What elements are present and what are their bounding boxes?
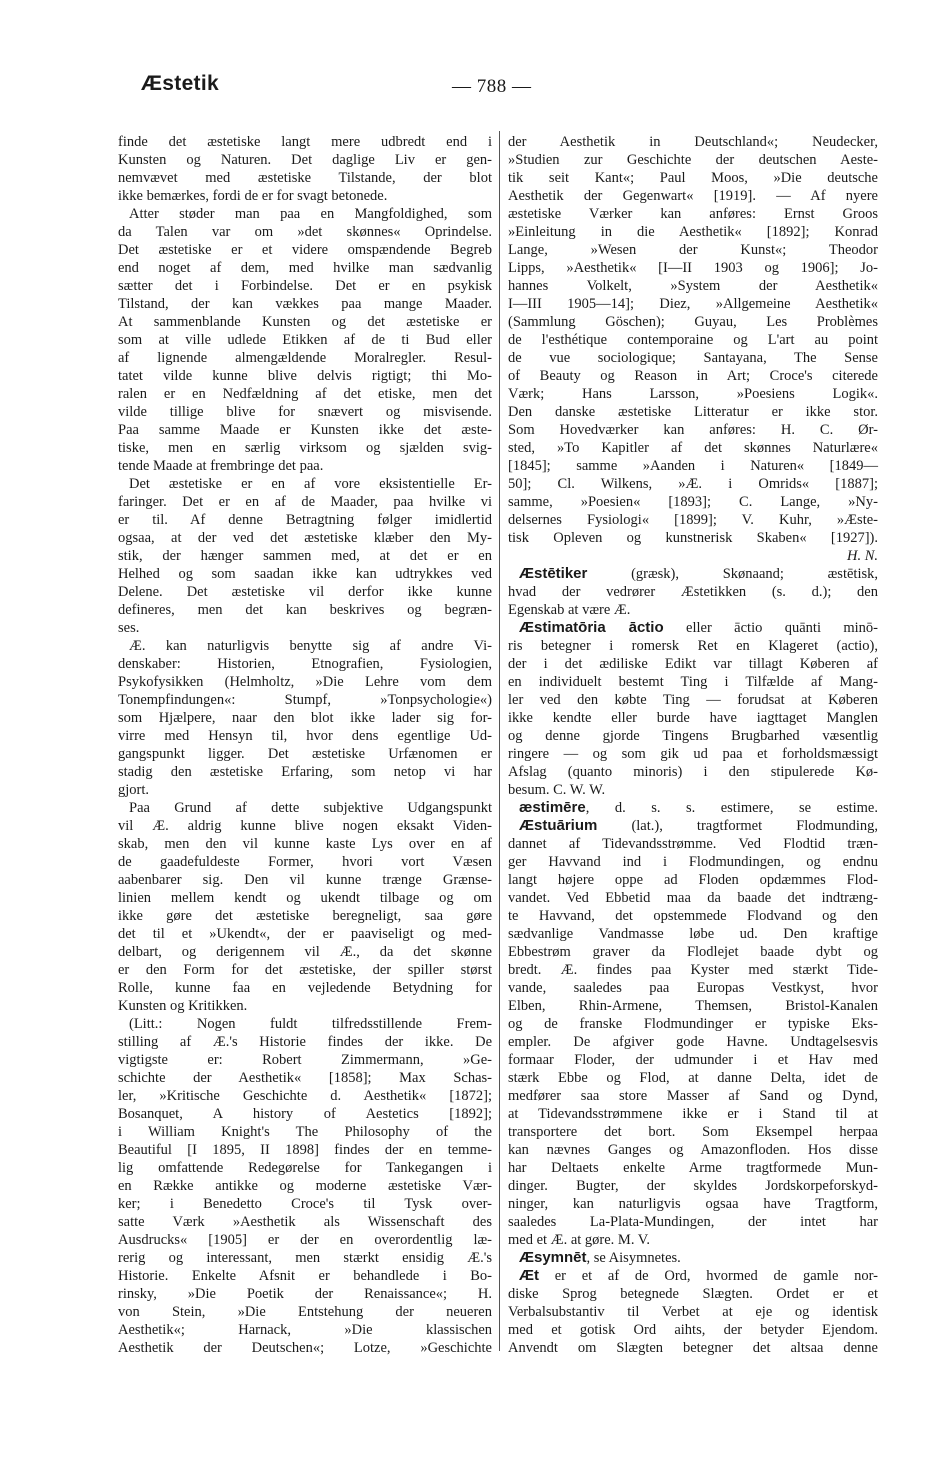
text-line	[118, 835, 492, 853]
line-text: Aesthetik der Gegenwart« [1919]. — Af nyere	[508, 188, 878, 204]
text-line	[508, 799, 878, 817]
text-line	[118, 1339, 492, 1357]
text-line	[508, 835, 878, 853]
text-line	[508, 331, 878, 349]
line-text: At sammenblande Kunsten og det æstetiske er	[118, 314, 492, 330]
text-line	[508, 1033, 878, 1051]
text-line	[118, 331, 492, 349]
text-line	[508, 1069, 878, 1087]
text-line	[508, 925, 878, 943]
text-line	[508, 781, 878, 799]
text-line	[118, 1321, 492, 1339]
line-text: hvad der vedrører Æstetikken (s. d.); den	[508, 584, 878, 600]
line-text: Det æstetiske er et videre omspændende Begreb	[118, 242, 492, 258]
running-head-title: Æstetik	[141, 72, 219, 95]
line-text: H. N.	[846, 548, 878, 564]
line-text: end noget af dem, med hvilke man sædvanlig	[118, 260, 492, 276]
line-text: med et gotisk Ord aihts, der betyder Ejendom.	[508, 1322, 878, 1338]
line-text: aabenbarer sig. Den vil kunne trænge Grænse-	[118, 872, 492, 888]
line-text: Æ. kan naturligvis benytte sig af andre Vi-	[129, 638, 492, 654]
text-line	[118, 709, 492, 727]
entry-headword: Æstuārium	[519, 817, 598, 834]
line-text: diske Sprog betegnede Slægten. Ordet er et	[508, 1286, 878, 1302]
text-line	[508, 1051, 878, 1069]
text-line	[118, 817, 492, 835]
line-text: i William Knight's The Philosophy of the	[118, 1124, 492, 1140]
line-text: ger Havvand ind i Flodmundingen, og endnu	[508, 854, 878, 870]
line-text: vandet. Ved Ebbetid maa da baade det indtræng-	[508, 890, 878, 906]
line-text: (Litt.: Nogen fuldt tilfredsstillende Frem-	[129, 1016, 492, 1032]
line-text: tiske, men en særlig virksom og sjælden svig-	[118, 440, 492, 456]
text-line	[118, 187, 492, 205]
line-text: tisk Opleven og kunstnerisk Skaben« [1927]).	[508, 530, 878, 546]
line-text: bredt. Æ. findes paa Kyster med stærkt Tide-	[508, 962, 878, 978]
line-text: Atter støder man paa en Mangfoldighed, som	[129, 206, 492, 222]
text-line	[118, 529, 492, 547]
line-text: ler, »Kritische Geschichte d. Aesthetik« [1872];	[118, 1088, 492, 1104]
line-text: von Stein, »Die Entstehung der neueren	[118, 1304, 492, 1320]
line-text: gjort.	[118, 782, 150, 798]
text-line	[118, 673, 492, 691]
text-line	[508, 1141, 878, 1159]
text-line	[508, 907, 878, 925]
line-text: ogsaa, at der ved det æstetiske klæber den My-	[118, 530, 492, 546]
line-text: vigtigste er: Robert Zimmermann, »Ge-	[118, 1052, 492, 1068]
line-text: og de franske Flodmundinger er typiske Eks-	[508, 1016, 878, 1032]
line-text: te Havvand, det opstemmede Flodvand og den	[508, 908, 878, 924]
text-line	[118, 241, 492, 259]
text-line	[508, 997, 878, 1015]
text-line	[508, 1105, 878, 1123]
text-line	[118, 133, 492, 151]
line-text: er et af de Ord, hvormed de gamle nor-	[539, 1268, 878, 1284]
text-line	[118, 745, 492, 763]
line-text: transportere det bort. Som Eksempel herpaa	[508, 1124, 878, 1140]
line-text: Den danske æstetiske Litteratur er ikke stor.	[508, 404, 878, 420]
text-line	[508, 313, 878, 331]
text-line	[118, 637, 492, 655]
text-line	[508, 439, 878, 457]
text-line	[118, 1051, 492, 1069]
text-line	[118, 277, 492, 295]
line-text: Ebbestrøm graver da Flodlejet baade dybt og	[508, 944, 878, 960]
line-text: dinger. Bugter, der skyldes Jordskorpeforskyd-	[508, 1178, 878, 1194]
line-text: delsernes Fysiologi« [1899]; V. Kuhr, »Æste-	[508, 512, 878, 528]
text-line	[508, 637, 878, 655]
line-text: nemvævet med æstetiske Tilstande, der blot	[118, 170, 492, 186]
line-text: Tonempfindungen«: Stumpf, »Tonpsychologie«)	[118, 692, 492, 708]
text-line	[118, 385, 492, 403]
line-text: Kunsten og Kritikken.	[118, 998, 248, 1014]
line-text: da Talen var om »det skønnes« Oprindelse.	[118, 224, 492, 240]
text-line	[118, 997, 492, 1015]
text-line	[118, 205, 492, 223]
line-text: (Sammlung Göschen); Guyau, Les Problèmes	[508, 314, 878, 330]
line-text: besum. C. W. W.	[508, 782, 606, 798]
text-line	[118, 1087, 492, 1105]
text-line	[508, 943, 878, 961]
text-line	[508, 493, 878, 511]
text-line	[118, 925, 492, 943]
line-text: Afslag (quanto minoris) i den stipulerede Kø-	[508, 764, 878, 780]
line-text: denskaber: Historien, Etnografien, Fysiologien,	[118, 656, 492, 672]
line-text: ringere — og som gik ud paa et forholdsmæssigt	[508, 746, 878, 762]
page-number: — 788 —	[452, 76, 532, 97]
line-text: sætter det i Forbindelse. Det er en psykisk	[118, 278, 492, 294]
text-line	[508, 709, 878, 727]
text-line	[118, 259, 492, 277]
text-line	[508, 655, 878, 673]
text-line	[118, 619, 492, 637]
left-column	[118, 133, 492, 1357]
text-line	[118, 583, 492, 601]
line-text: Delene. Det æstetiske vil derfor ikke kunne	[118, 584, 492, 600]
line-text: de gaadefuldeste Former, hvori vort Væsen	[118, 854, 492, 870]
text-line	[508, 853, 878, 871]
line-text: ikke kendte eller burde have iagttaget Manglen	[508, 710, 878, 726]
line-text: Bosanquet, A history of Aestetics [1892];	[118, 1106, 492, 1122]
line-text: (græsk), Skønaand; æstētisk,	[587, 566, 878, 582]
text-line	[118, 151, 492, 169]
text-line	[508, 1015, 878, 1033]
text-line	[508, 547, 878, 565]
line-text: ses.	[118, 620, 140, 636]
line-text: æstetiske Værker kan anføres: Ernst Groos	[508, 206, 878, 222]
line-text: 50]; Cl. Wilkens, »Æ. i Omrids« [1887];	[508, 476, 878, 492]
text-line	[508, 385, 878, 403]
text-line	[508, 169, 878, 187]
text-line	[508, 475, 878, 493]
line-text: faringer. Det er en af de Maader, paa hvilke vi	[118, 494, 492, 510]
text-line	[118, 421, 492, 439]
text-line	[508, 349, 878, 367]
line-text: kan nævnes Ganges og Amazonfloden. Hos disse	[508, 1142, 878, 1158]
line-text: vil Æ. aldrig kunne blive nogen eksakt Viden-	[118, 818, 492, 834]
line-text: ker; i Benedetto Croce's til Tysk over-	[118, 1196, 492, 1212]
line-text: Værk; Hans Larsson, »Poesiens Logik«.	[508, 386, 878, 402]
text-line	[508, 457, 878, 475]
line-text: Anvendt om Slægten betegner det altsaa denne	[508, 1340, 878, 1356]
text-line	[508, 1231, 878, 1249]
text-line	[508, 979, 878, 997]
line-text: stik, der hænger sammen med, at det er en	[118, 548, 492, 564]
line-text: Lipps, »Aesthetik« [I—II 1903 og 1906]; Jo-	[508, 260, 878, 276]
line-text: »Einleitung in die Aesthetik« [1892]; Konrad	[508, 224, 878, 240]
text-line	[508, 277, 878, 295]
line-text: der i det ædiliske Edikt var tillagt Køberen af	[508, 656, 878, 672]
text-line	[508, 223, 878, 241]
text-line	[508, 619, 878, 637]
text-line	[118, 475, 492, 493]
line-text: stadig den æstetiske Erfaring, som netop vi har	[118, 764, 492, 780]
line-text: lig omfattende Redegørelse for Tankegangen i	[118, 1160, 492, 1176]
text-line	[508, 151, 878, 169]
text-line	[118, 853, 492, 871]
line-text: stilling af Æ.'s Historie findes der ikke. De	[118, 1034, 492, 1050]
text-line	[118, 1231, 492, 1249]
entry-headword: æstimēre	[519, 799, 586, 816]
line-text: ninger, kan naturligvis ogsaa have Tragtform,	[508, 1196, 878, 1212]
text-line	[118, 1159, 492, 1177]
line-text: delbart, og derigennem vil Æ., da det skønne	[118, 944, 492, 960]
line-text: tatet vilde kunne blive delvis rigtigt; thi Mo-	[118, 368, 492, 384]
line-text: vilde tillige blive for snævert og misvisende.	[118, 404, 492, 420]
line-text: hannes Volkelt, »System der Aesthetik«	[508, 278, 878, 294]
text-line	[118, 691, 492, 709]
entry-headword: Æstētiker	[519, 565, 588, 582]
line-text: stærk Ebbe og Flod, at danne Delta, idet de	[508, 1070, 878, 1086]
line-text: der Aesthetik in Deutschland«; Neudecker,	[508, 134, 878, 150]
text-line	[508, 295, 878, 313]
text-line	[508, 187, 878, 205]
text-line	[118, 763, 492, 781]
text-line	[508, 1195, 878, 1213]
line-text: satte Værk »Aesthetik als Wissenschaft des	[118, 1214, 492, 1230]
text-line	[508, 1177, 878, 1195]
text-line	[508, 403, 878, 421]
text-line	[118, 1213, 492, 1231]
line-text: Elben, Rhin-Armene, Themsen, Bristol-Kanalen	[508, 998, 878, 1014]
line-text: en Række antikke og moderne æstetiske Vær-	[118, 1178, 492, 1194]
text-line	[118, 907, 492, 925]
line-text: tende Maade at frembringe det paa.	[118, 458, 324, 474]
line-text: tik seit Kant«; Paul Moos, »Die deutsche	[508, 170, 878, 186]
text-line	[118, 439, 492, 457]
line-text: Psykofysikken (Helmholtz, »Die Lehre vom dem	[118, 674, 492, 690]
text-line	[118, 1267, 492, 1285]
text-line	[508, 133, 878, 151]
text-line	[508, 1321, 878, 1339]
entry-headword: Æstimatōria āctio	[519, 619, 664, 636]
line-text: defineres, men det kan beskrives og begræn-	[118, 602, 492, 618]
text-line	[118, 367, 492, 385]
line-text: Kunsten og Naturen. Det daglige Liv er gen-	[118, 152, 492, 168]
text-line	[508, 367, 878, 385]
text-line	[508, 727, 878, 745]
line-text: samme, »Poesien« [1893]; C. Lange, »Ny-	[508, 494, 878, 510]
line-text: Det æstetiske er en af vore eksistentielle Er-	[129, 476, 492, 492]
line-text: gangspunkt ligger. Det æstetiske Urfænomen er	[118, 746, 492, 762]
text-line	[508, 1339, 878, 1357]
text-line	[118, 871, 492, 889]
text-line	[118, 223, 492, 241]
line-text: ris betegner i romersk Ret en Klageret (actio),	[508, 638, 878, 654]
text-line	[118, 403, 492, 421]
line-text: med et Æ. at gøre. M. V.	[508, 1232, 651, 1248]
text-line	[118, 799, 492, 817]
line-text: Paa samme Maade er Kunsten ikke det æste-	[118, 422, 492, 438]
text-line	[118, 1285, 492, 1303]
line-text: linien mellem kendt og ukendt tilbage og om	[118, 890, 492, 906]
line-text: som Hjælpere, naar den blot ikke lader sig for-	[118, 710, 492, 726]
text-line	[118, 1105, 492, 1123]
line-text: Verbalsubstantiv til Verbet at eje og identisk	[508, 1304, 878, 1320]
line-text: ikke gøre det æstetiske beregneligt, saa gøre	[118, 908, 492, 924]
text-line	[118, 961, 492, 979]
text-line	[118, 1069, 492, 1087]
line-text: de l'esthétique contemporaine og L'art au point	[508, 332, 878, 348]
text-line	[508, 745, 878, 763]
text-line	[508, 763, 878, 781]
text-line	[508, 1159, 878, 1177]
line-text: [1845]; samme »Aanden i Naturen« [1849—	[508, 458, 878, 474]
text-line	[508, 889, 878, 907]
text-line	[508, 565, 878, 583]
line-text: , d. s. s. estimere, se estime.	[585, 800, 878, 816]
text-line	[118, 1123, 492, 1141]
text-line	[508, 1249, 878, 1267]
line-text: er til. Af denne Betragtning følger imidlertid	[118, 512, 492, 528]
line-text: og denne gjorde Tingens Brugbarhed væsentlig	[508, 728, 878, 744]
line-text: Historie. Enkelte Afsnit er behandlede i Bo-	[118, 1268, 492, 1284]
line-text: Rolle, kunne faa en vejledende Betydning for	[118, 980, 492, 996]
line-text: (lat.), tragtformet Flodmunding,	[597, 818, 878, 834]
text-line	[508, 601, 878, 619]
text-line	[508, 961, 878, 979]
line-text: Paa Grund af dette subjektive Udgangspunkt	[129, 800, 492, 816]
text-line	[118, 295, 492, 313]
text-line	[118, 349, 492, 367]
line-text: Som Hovedværker kan anføres: H. C. Ør-	[508, 422, 878, 438]
line-text: ralen er en Nedfældning af det etiske, men det	[118, 386, 492, 402]
text-line	[508, 583, 878, 601]
line-text: sædvanlige Vandmasse løbe ud. Den kraftige	[508, 926, 878, 942]
text-line	[508, 673, 878, 691]
text-line	[508, 691, 878, 709]
line-text: har Deltaets enkelte Arme tragtformede Mun-	[508, 1160, 878, 1176]
text-line	[508, 817, 878, 835]
text-line	[118, 943, 492, 961]
text-line	[508, 871, 878, 889]
text-line	[118, 727, 492, 745]
text-line	[118, 313, 492, 331]
text-line	[118, 493, 492, 511]
line-text: skab, men den vil kunne kaste Lys over en af	[118, 836, 492, 852]
line-text: ikke bemærkes, fordi de er for svagt betonede.	[118, 188, 388, 204]
line-text: formaar Floder, der udmunder i et Hav med	[508, 1052, 878, 1068]
line-text: langt højere oppe ad Floden opdæmmes Flod-	[508, 872, 878, 888]
text-line	[508, 1213, 878, 1231]
right-column	[508, 133, 878, 1357]
line-text: sted, »To Kapitler af det skønnes Naturlære«	[508, 440, 878, 456]
text-line	[118, 547, 492, 565]
text-line	[508, 205, 878, 223]
text-line	[508, 511, 878, 529]
line-text: eller āctio quānti minō-	[663, 620, 878, 636]
line-text: Helhed og som saadan ikke kan udtrykkes ved	[118, 566, 492, 582]
column-divider	[499, 131, 500, 1351]
line-text: af lignende almengældende Moralregler. Resul-	[118, 350, 492, 366]
text-line	[118, 889, 492, 907]
line-text: I—III 1905—14]; Diez, »Allgemeine Aesthetik«	[508, 296, 878, 312]
text-line	[118, 1249, 492, 1267]
line-text: medfører saa store Masser af Sand og Dynd,	[508, 1088, 878, 1104]
line-text: en individuelt bestemt Ting i Tilfælde af Mang-	[508, 674, 878, 690]
text-line	[508, 1087, 878, 1105]
line-text: ler ved den købte Ting — forudsat at Køberen	[508, 692, 878, 708]
text-line	[118, 511, 492, 529]
text-line	[508, 241, 878, 259]
text-line	[118, 565, 492, 583]
line-text: Egenskab at være Æ.	[508, 602, 631, 618]
line-text: empler. De afgiver gode Havne. Undtagelsesvis	[508, 1034, 878, 1050]
line-text: rerig og interessant, men stærkt ensidig Æ.'s	[118, 1250, 492, 1266]
line-text: schichte der Aesthetik« [1858]; Max Schas-	[118, 1070, 492, 1086]
text-line	[118, 781, 492, 799]
text-line	[118, 169, 492, 187]
line-text: Tilstand, der kan vækkes paa mange Maader.	[118, 296, 492, 312]
text-line	[118, 1303, 492, 1321]
line-text: vande, saaledes paa Europas Vestkyst, hvor	[508, 980, 878, 996]
text-line	[118, 601, 492, 619]
line-text: det til et »Ukendt«, der er paaviseligt og med-	[118, 926, 492, 942]
text-line	[508, 1123, 878, 1141]
text-line	[118, 1195, 492, 1213]
text-line	[118, 1177, 492, 1195]
line-text: , se Aisymnetes.	[586, 1250, 681, 1266]
line-text: de vue sociologique; Santayana, The Sense	[508, 350, 878, 366]
text-line	[118, 1033, 492, 1051]
line-text: Aesthetik«; Harnack, »Die klassischen	[118, 1322, 492, 1338]
text-line	[508, 1285, 878, 1303]
text-line	[508, 1303, 878, 1321]
text-line	[508, 421, 878, 439]
text-line	[118, 1141, 492, 1159]
text-line	[118, 1015, 492, 1033]
line-text: Aesthetik der Deutschen«; Lotze, »Geschichte	[118, 1340, 492, 1356]
entry-headword: Æsymnēt	[519, 1249, 587, 1266]
entry-headword: Æt	[519, 1267, 539, 1284]
line-text: er den Form for det æstetiske, der spiller størst	[118, 962, 492, 978]
line-text: dannet af Tidevandsstrømme. Ved Flodtid træn-	[508, 836, 878, 852]
line-text: of Beauty og Reason in Art; Croce's citerede	[508, 368, 878, 384]
text-line	[118, 457, 492, 475]
line-text: at Tidevandsstrømmene ikke er i Stand til at	[508, 1106, 878, 1122]
line-text: Beautiful [I 1895, II 1898] findes der en temme-	[118, 1142, 492, 1158]
line-text: Lange, »Wesen der Kunst«; Theodor	[508, 242, 878, 258]
line-text: »Studien zur Geschichte der deutschen Aeste-	[508, 152, 878, 168]
line-text: Ausdrucks« [1905] er der en overordentlig læ-	[118, 1232, 492, 1248]
text-line	[508, 529, 878, 547]
text-line	[118, 979, 492, 997]
line-text: rinsky, »Die Poetik der Renaissance«; H.	[118, 1286, 492, 1302]
line-text: som at ville udlede Etikken af de ti Bud eller	[118, 332, 492, 348]
text-line	[118, 655, 492, 673]
line-text: virre med Hensyn til, hvor dens egentlige Ud-	[118, 728, 492, 744]
line-text: saaledes La-Plata-Mundingen, der intet har	[508, 1214, 878, 1230]
line-text: finde det æstetiske langt mere udbredt end i	[118, 134, 492, 150]
text-line	[508, 259, 878, 277]
text-line	[508, 1267, 878, 1285]
